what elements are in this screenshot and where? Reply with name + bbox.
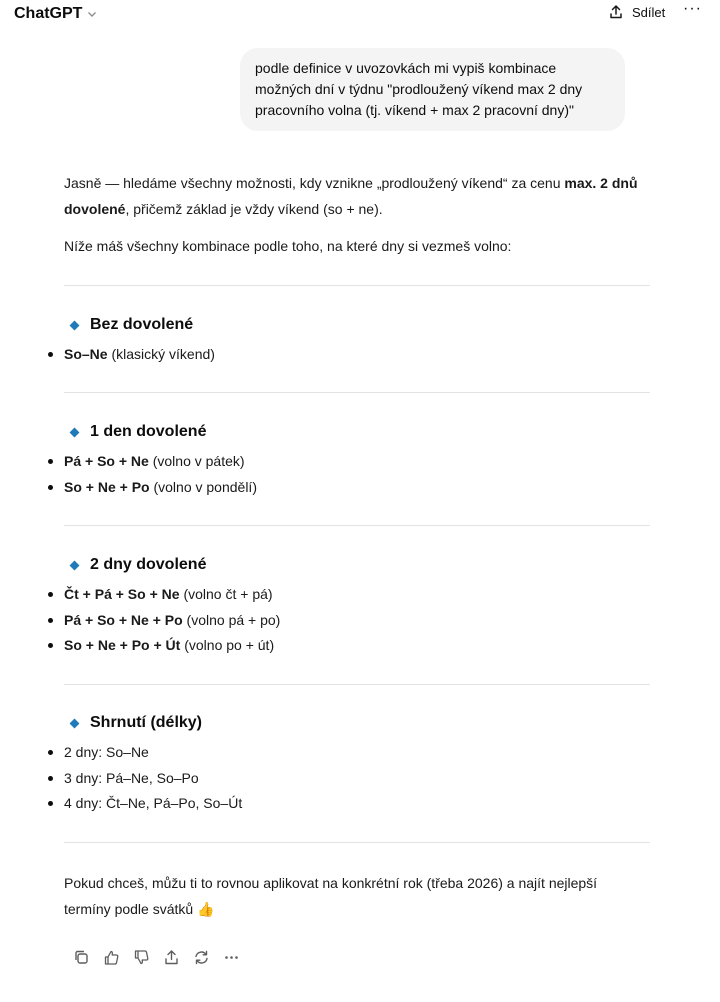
bullet-icon [48, 643, 53, 648]
regenerate-icon[interactable] [192, 948, 211, 967]
user-message-bubble: podle definice v uvozovkách mi vypiš kombinace možných dní v týdnu "prodloužený víkend max 2 dny pracovního volna (tj. víkend + max 2 pracovní dny)" [240, 48, 625, 131]
bullet-icon [48, 618, 53, 623]
bullet-icon [48, 750, 53, 755]
bullet-list [48, 582, 280, 659]
brand-title: ChatGPT [14, 5, 83, 22]
section-heading [71, 714, 202, 732]
closing-paragraph: Pokud chceš, můžu ti to rovnou aplikovat na konkrétní rok (třeba 2026) a najít nejlepší termíny podle svátků 👍 [64, 875, 598, 917]
item-text: 2 dny: So–Ne [64, 744, 149, 760]
divider [64, 285, 650, 286]
item-text: (klasický víkend) [107, 346, 215, 362]
list-item [48, 740, 242, 766]
list-item [48, 342, 215, 368]
item-bold: Pá + So + Ne [64, 453, 149, 469]
item-text: (volno čt + pá) [179, 586, 273, 602]
diamond-icon [70, 560, 80, 570]
thumbs-down-icon[interactable] [132, 948, 151, 967]
bullet-icon [48, 459, 53, 464]
item-text: (volno v pondělí) [149, 478, 257, 495]
intro-paragraph-2: Níže máš všechny kombinace podle toho, na které dny si vezmeš volno: [64, 238, 512, 254]
chevron-down-icon [86, 8, 98, 20]
bullet-list [48, 740, 242, 817]
item-bold: Pá + So + Ne + Po [64, 611, 183, 628]
bullet-icon [48, 801, 53, 806]
list-item [48, 791, 242, 817]
model-selector[interactable] [14, 5, 98, 23]
item-bold: So + Ne + Po [64, 478, 150, 495]
item-text: (volno pá + po) [182, 611, 281, 628]
item-bold: So–Ne [64, 346, 108, 362]
diamond-icon [70, 718, 80, 728]
more-icon[interactable] [222, 948, 241, 967]
thumbs-up-icon[interactable] [102, 948, 121, 967]
item-text: (volno v pátek) [148, 453, 245, 469]
message-actions [72, 948, 241, 967]
share-icon[interactable] [162, 948, 181, 967]
bullet-list [48, 449, 257, 500]
share-label: Sdílet [632, 4, 666, 20]
list-item [48, 633, 280, 659]
bullet-icon [48, 352, 53, 357]
more-options-button[interactable]: ··· [683, 0, 702, 17]
list-item [48, 608, 280, 634]
intro-bold-text: max. 2 dnů dovolené [64, 175, 638, 217]
section-title: 1 den dovolené [90, 423, 207, 440]
divider [64, 684, 650, 685]
section-title: Shrnutí (délky) [90, 714, 203, 731]
divider [64, 842, 650, 843]
intro-text: Jasně — hledáme všechny možnosti, kdy vznikne „prodloužený víkend“ za cenu [64, 175, 565, 191]
bullet-icon [48, 592, 53, 597]
divider [64, 392, 650, 393]
intro-paragraph-1 [64, 170, 654, 222]
list-item [48, 766, 242, 792]
bullet-icon [48, 776, 53, 781]
bullet-list [48, 342, 215, 368]
section-title: 2 dny dovolené [90, 556, 207, 573]
item-bold: Čt + Pá + So + Ne [64, 586, 180, 602]
bullet-icon [48, 485, 53, 490]
list-item [48, 475, 257, 501]
section-heading [71, 316, 193, 334]
intro-text-end: , přičemž základ je vždy víkend (so + ne). [125, 201, 383, 217]
diamond-icon [70, 320, 80, 330]
item-bold: So + Ne + Po + Út [64, 637, 181, 653]
item-text: 4 dny: Čt–Ne, Pá–Po, So–Út [64, 795, 243, 811]
divider [64, 525, 650, 526]
share-button[interactable] [608, 4, 665, 20]
item-text: 3 dny: Pá–Ne, So–Po [64, 769, 199, 786]
top-bar [0, 0, 720, 28]
diamond-icon [70, 427, 80, 437]
share-icon [608, 4, 624, 20]
section-heading [71, 556, 206, 574]
section-heading [71, 423, 206, 441]
copy-icon[interactable] [72, 948, 91, 967]
list-item [48, 449, 257, 475]
section-title: Bez dovolené [90, 316, 194, 333]
list-item [48, 582, 280, 608]
item-text: (volno po + út) [180, 637, 275, 653]
